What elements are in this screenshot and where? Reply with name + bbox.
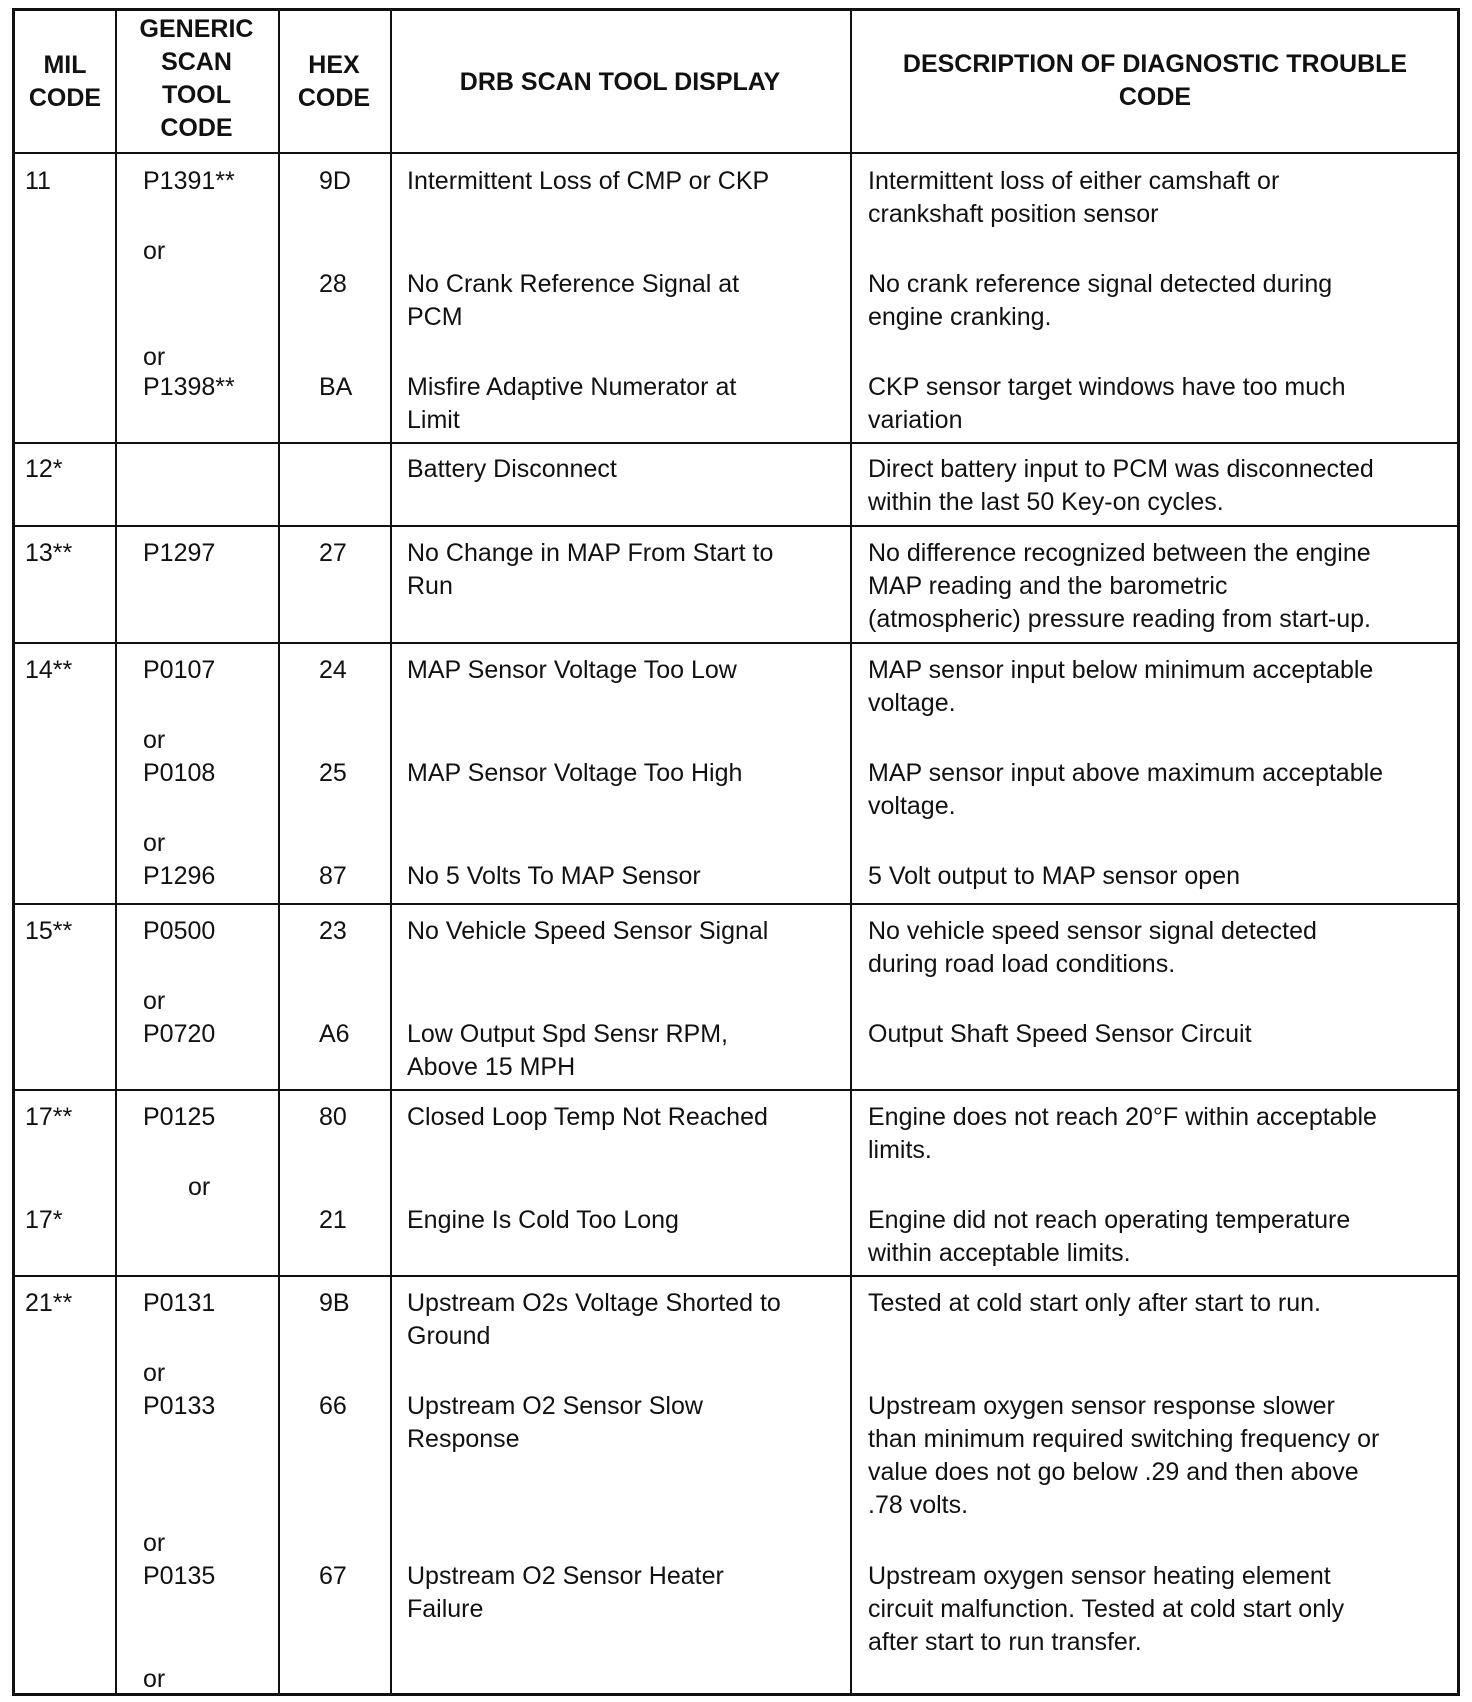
hex-code: 67 [319, 1562, 347, 1590]
hex-code: 21 [319, 1206, 347, 1234]
hex-code: 27 [319, 539, 347, 567]
hex-code: 24 [319, 656, 347, 684]
generic-code: P1398** [143, 373, 235, 401]
generic-or: or [188, 1173, 211, 1201]
drb-display: Engine Is Cold Too Long [407, 1206, 679, 1234]
generic-code: P0500 [143, 917, 216, 945]
hex-code: 9D [319, 167, 351, 195]
generic-or: or [143, 1359, 166, 1387]
dtc-description: Direct battery input to PCM was disconnected within the last 50 Key-on cycles. [868, 455, 1374, 516]
drb-display: No Vehicle Speed Sensor Signal [407, 917, 769, 945]
mil-code: 12* [25, 455, 63, 483]
dtc-description: Upstream oxygen sensor heating element circuit malfunction. Tested at cold start only after start to run transfer. [868, 1562, 1345, 1656]
generic-or: or [143, 343, 166, 371]
dtc-description: Output Shaft Speed Sensor Circuit [868, 1020, 1252, 1048]
generic-code: P0131 [143, 1289, 216, 1317]
header-drb-scan-tool-display: DRB SCAN TOOL DISPLAY [459, 68, 781, 96]
generic-or: or [143, 987, 166, 1015]
drb-display: No 5 Volts To MAP Sensor [407, 862, 701, 890]
mil-code: 17* [25, 1206, 63, 1234]
mil-code: 15** [25, 917, 73, 945]
dtc-description: Upstream oxygen sensor response slower than minimum required switching frequency or value does not go below .29 and then above .78 volts. [868, 1392, 1380, 1519]
generic-or: or [143, 726, 166, 754]
dtc-description: No vehicle speed sensor signal detected during road load conditions. [868, 917, 1317, 978]
dtc-description: Intermittent loss of either camshaft or crankshaft position sensor [868, 167, 1280, 228]
generic-code: P0108 [143, 759, 216, 787]
drb-display: Battery Disconnect [407, 455, 617, 483]
drb-display: No Crank Reference Signal at PCM [407, 270, 740, 331]
generic-or: or [143, 829, 166, 857]
hex-code: 80 [319, 1103, 347, 1131]
drb-display: Upstream O2 Sensor Heater Failure [407, 1562, 724, 1623]
dtc-table [12, 8, 1460, 1696]
generic-code: P1391** [143, 167, 235, 195]
generic-code: P0720 [143, 1020, 216, 1048]
dtc-description: MAP sensor input below minimum acceptable voltage. [868, 656, 1374, 717]
hex-code: 28 [319, 270, 347, 298]
drb-display: Intermittent Loss of CMP or CKP [407, 167, 770, 195]
dtc-description: No difference recognized between the engine MAP reading and the barometric (atmospheric) pressure reading from start-up. [868, 539, 1371, 633]
drb-display: MAP Sensor Voltage Too Low [407, 656, 737, 684]
generic-code: P1296 [143, 862, 216, 890]
header-hex-code: HEX CODE [297, 51, 371, 112]
header-mil-code: MIL CODE [28, 51, 102, 112]
mil-code: 17** [25, 1103, 73, 1131]
dtc-description: Engine did not reach operating temperature within acceptable limits. [868, 1206, 1351, 1267]
row-divider [15, 442, 1457, 444]
drb-display: No Change in MAP From Start to Run [407, 539, 774, 600]
drb-display: Low Output Spd Sensr RPM, Above 15 MPH [407, 1020, 728, 1081]
mil-code: 14** [25, 656, 73, 684]
drb-display: Upstream O2 Sensor Slow Response [407, 1392, 703, 1453]
dtc-description: 5 Volt output to MAP sensor open [868, 862, 1241, 890]
row-divider [15, 1089, 1457, 1091]
header-generic-scan-tool-code: GENERIC SCAN TOOL CODE [139, 15, 254, 142]
dtc-description: CKP sensor target windows have too much variation [868, 373, 1346, 434]
hex-code: 9B [319, 1289, 350, 1317]
drb-display: MAP Sensor Voltage Too High [407, 759, 743, 787]
dtc-description: No crank reference signal detected during engine cranking. [868, 270, 1333, 331]
hex-code: BA [319, 373, 353, 401]
dtc-description: MAP sensor input above maximum acceptable voltage. [868, 759, 1384, 820]
dtc-description: Tested at cold start only after start to run. [868, 1289, 1321, 1317]
drb-display: Upstream O2s Voltage Shorted to Ground [407, 1289, 781, 1350]
column-divider [850, 11, 852, 1693]
column-divider [390, 11, 392, 1693]
generic-or: or [143, 1529, 166, 1557]
generic-or: or [143, 237, 166, 265]
drb-display: Closed Loop Temp Not Reached [407, 1103, 768, 1131]
hex-code: A6 [319, 1020, 350, 1048]
row-divider [15, 903, 1457, 905]
hex-code: 87 [319, 862, 347, 890]
column-divider [278, 11, 280, 1693]
generic-or: or [143, 1665, 166, 1693]
row-divider [15, 152, 1457, 154]
mil-code: 21** [25, 1289, 73, 1317]
column-divider [115, 11, 117, 1693]
row-divider [15, 642, 1457, 644]
mil-code: 11 [25, 167, 51, 195]
header-description: DESCRIPTION OF DIAGNOSTIC TROUBLE CODE [902, 50, 1408, 111]
hex-code: 25 [319, 759, 347, 787]
generic-code: P0133 [143, 1392, 216, 1420]
generic-code: P0125 [143, 1103, 216, 1131]
row-divider [15, 1275, 1457, 1277]
mil-code: 13** [25, 539, 73, 567]
generic-code: P0135 [143, 1562, 216, 1590]
generic-code: P1297 [143, 539, 216, 567]
generic-code: P0107 [143, 656, 216, 684]
row-divider [15, 525, 1457, 527]
drb-display: Misfire Adaptive Numerator at Limit [407, 373, 737, 434]
hex-code: 23 [319, 917, 347, 945]
hex-code: 66 [319, 1392, 347, 1420]
dtc-description: Engine does not reach 20°F within acceptable limits. [868, 1103, 1377, 1164]
